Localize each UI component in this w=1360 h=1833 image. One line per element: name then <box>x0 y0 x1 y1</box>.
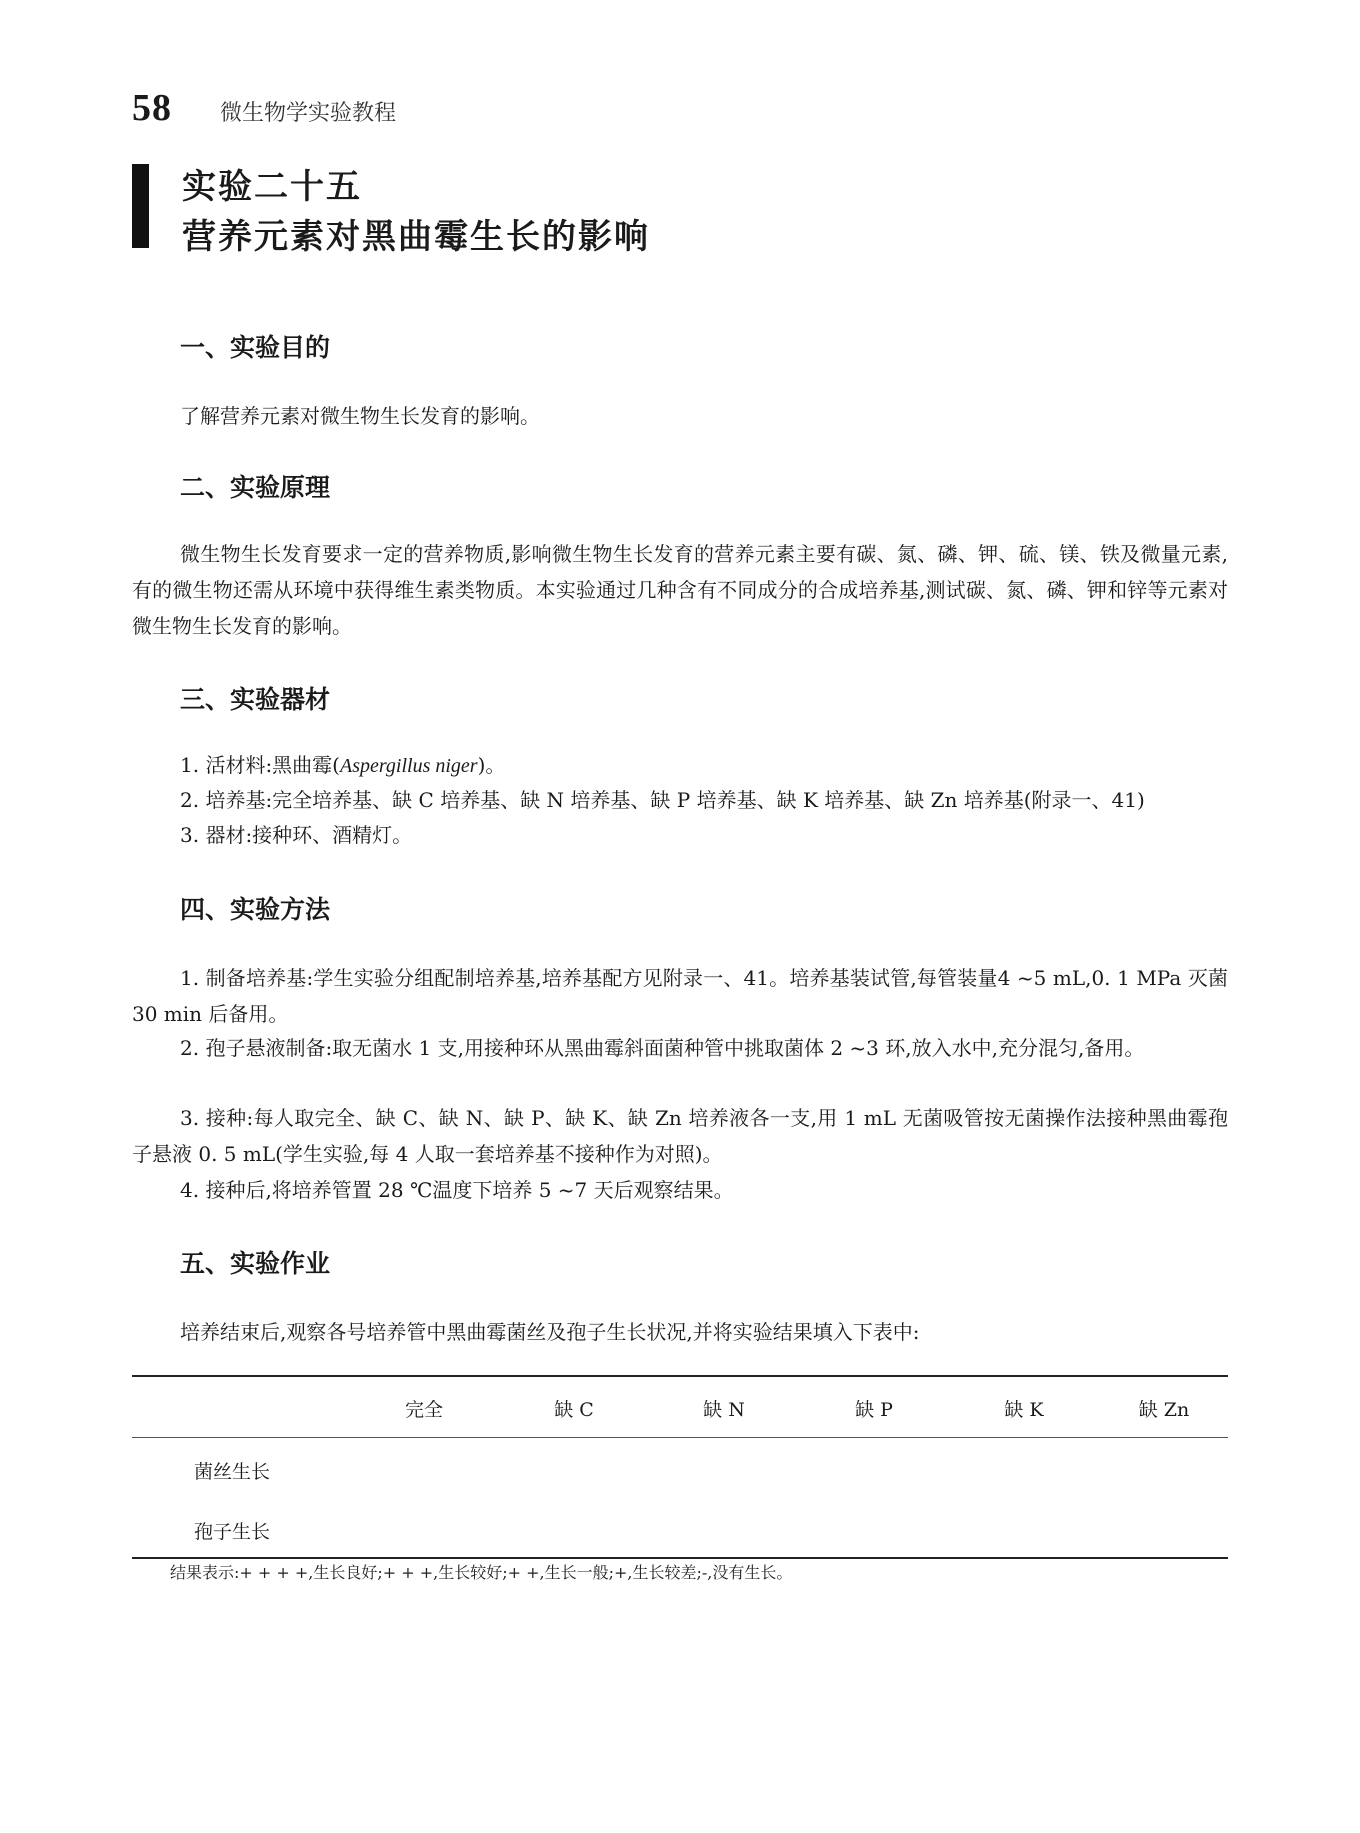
section-heading-principle: 二、实验原理 <box>180 473 331 502</box>
method-step-3: 3. 接种:每人取完全、缺 C、缺 N、缺 P、缺 K、缺 Zn 培养液各一支,用 1 mL 无菌吸管按无菌操作法接种黑曲霉孢子悬液 0. 5 mL(学生实验,每 4 人取一套培养基不接种作为对照)。 <box>132 1106 1228 1166</box>
page-header <box>132 86 396 136</box>
column-header-minus-k: 缺 K <box>1004 1399 1044 1421</box>
chapter-title: 营养元素对黑曲霉生长的影响 <box>182 217 650 257</box>
section-heading-materials: 三、实验器材 <box>180 685 331 714</box>
table-note: 结果表示:+ + + +,生长良好;+ + +,生长较好;+ +,生长一般;+,生长较差;-,没有生长。 <box>170 1563 793 1582</box>
method-step-2: 2. 孢子悬液制备:取无菌水 1 支,用接种环从黑曲霉斜面菌种管中挑取菌体 2 ~3 环,放入水中,充分混匀,备用。 <box>180 1036 1145 1060</box>
column-header-minus-p: 缺 P <box>855 1399 893 1421</box>
page-number: 58 <box>132 87 172 129</box>
chapter-title-block <box>132 162 650 262</box>
method-step-4: 4. 接种后,将培养管置 28 ℃温度下培养 5 ~7 天后观察结果。 <box>180 1178 734 1202</box>
book-title: 微生物学实验教程 <box>220 101 397 126</box>
method-step-1: 1. 制备培养基:学生实验分组配制培养基,培养基配方见附录一、41。培养基装试管,每管装量4 ~5 mL,0. 1 MPa 灭菌 30 min 后备用。 <box>132 966 1228 1026</box>
materials-item-3: 3. 器材:接种环、酒精灯。 <box>180 823 413 847</box>
table-top-rule <box>132 1375 1228 1377</box>
table-bottom-rule <box>132 1557 1228 1559</box>
row-label-mycelium: 菌丝生长 <box>194 1461 271 1483</box>
materials-item-1: 1. 活材料:黑曲霉(Aspergillus niger)。 <box>180 753 506 777</box>
column-header-minus-zn: 缺 Zn <box>1138 1399 1190 1421</box>
section-heading-homework: 五、实验作业 <box>180 1249 331 1278</box>
chapter-bar <box>132 164 149 248</box>
chapter-number: 实验二十五 <box>182 167 362 207</box>
latin-name: Aspergillus niger <box>339 755 478 777</box>
section-heading-purpose: 一、实验目的 <box>180 333 331 362</box>
column-header-minus-n: 缺 N <box>703 1399 745 1421</box>
table-header-rule <box>132 1437 1228 1438</box>
materials-item-2: 2. 培养基:完全培养基、缺 C 培养基、缺 N 培养基、缺 P 培养基、缺 K 培养基、缺 Zn 培养基(附录一、41) <box>180 788 1145 812</box>
column-header-complete: 完全 <box>404 1399 443 1421</box>
row-label-spore: 孢子生长 <box>194 1521 271 1543</box>
principle-text: 微生物生长发育要求一定的营养物质,影响微生物生长发育的营养元素主要有碳、氮、磷、钾、硫、镁、铁及微量元素,有的微生物还需从环境中获得维生素类物质。本实验通过几种含有不同成分的合成培养基,测试碳、氮、磷、钾和锌等元素对微生物生长发育的影响。 <box>132 542 1228 638</box>
homework-text: 培养结束后,观察各号培养管中黑曲霉菌丝及孢子生长状况,并将实验结果填入下表中: <box>180 1320 920 1344</box>
column-header-minus-c: 缺 C <box>554 1399 594 1421</box>
purpose-text: 了解营养元素对微生物生长发育的影响。 <box>180 404 540 428</box>
section-heading-method: 四、实验方法 <box>180 895 331 924</box>
